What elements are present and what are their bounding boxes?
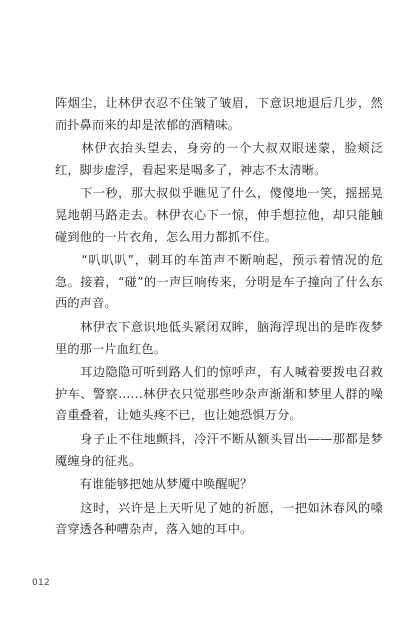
paragraph: 这时，兴许是上天听见了她的祈愿，一把如沐春风的嗓音穿透各种嘈杂声，落入她的耳中。 bbox=[55, 500, 383, 537]
paragraph: 林伊衣下意识地低头紧闭双眸，脑海浮现出的是昨夜梦里的那一片血红色。 bbox=[55, 319, 383, 356]
paragraph: 有谁能够把她从梦魇中唤醒呢？ bbox=[55, 477, 253, 492]
paragraph: 下一秒，那大叔似乎瞧见了什么，傻傻地一笑，摇摇晃晃地朝马路走去。林伊衣心下一惊，伸手想拉他，却只能触碰到他的一片衣角，怎么用力都抓不住。 bbox=[55, 186, 383, 244]
paragraph: 身子止不住地颤抖，冷汗不断从额头冒出——那都是梦魇缠身的征兆。 bbox=[55, 431, 383, 468]
paragraph: 林伊衣抬头望去，身旁的一个大叔双眼迷蒙，脸颊泛红，脚步虚浮，看起来是喝多了，神志不太清晰。 bbox=[55, 141, 383, 177]
page-number: 012 bbox=[32, 578, 51, 588]
body-text bbox=[55, 93, 383, 543]
paragraph: 耳边隐隐可听到路人们的惊呼声，有人喊着要拨电召救护车、警察……林伊衣只觉那些吵杂声渐渐和梦里人群的噪音重叠着，让她头疼不已，也让她恐惧万分。 bbox=[55, 365, 383, 423]
paragraph: “叭叭叭”，刺耳的车笛声不断响起，预示着情况的危急。接着，“碰”的一声巨响传来，分明是车子撞向了什么东西的声音。 bbox=[55, 253, 383, 311]
paragraph: 阵烟尘，让林伊衣忍不住皱了皱眉，下意识地退后几步，然而扑鼻而来的却是浓郁的酒精味。 bbox=[55, 96, 383, 132]
